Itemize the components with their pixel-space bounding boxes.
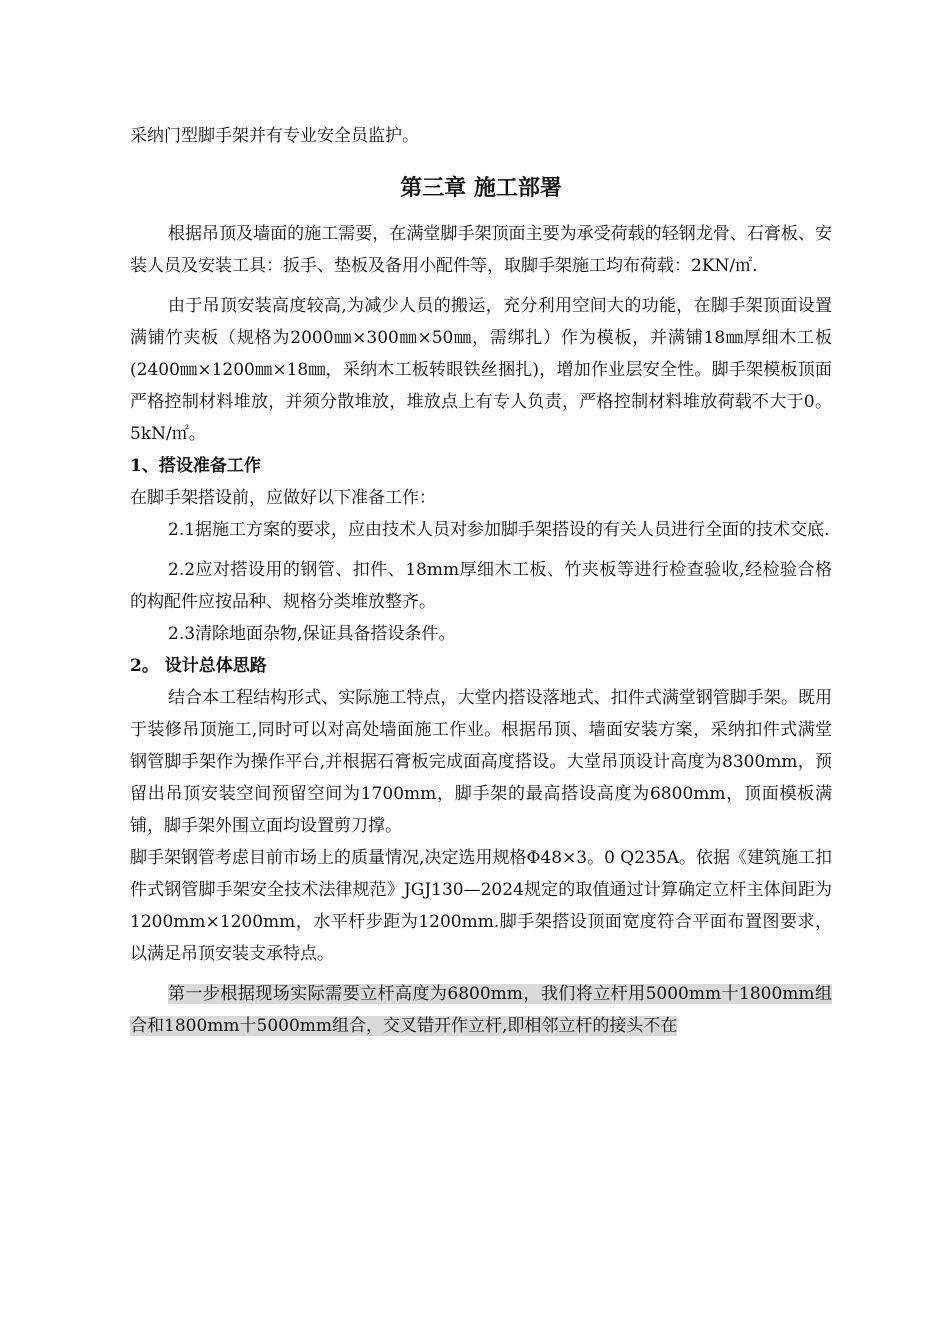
paragraph-step-one (130, 978, 832, 1042)
paragraph-steel-tube: 脚手架钢管考虑目前市场上的质量情况,决定选用规格Φ48×3。0 Q235A。依据《建筑施工扣件式钢管脚手架安全技术法律规范》JGJ130—2024规定的取值通过计算确定立杆主体间距为1200mm×1200mm，水平杆步距为1200mm.脚手架搭设顶面宽度符合平面布置图要求，以满足吊顶安装支承特点。 (130, 848, 832, 964)
preparation-item-2-2: 2.2应对搭设用的钢管、扣件、18mm厚细木工板、竹夹板等进行检查验收,经检验合格的构配件应按品种、规格分类堆放整齐。 (130, 560, 832, 612)
intro-line: 采纳门型脚手架并有专业安全员监护。 (130, 126, 419, 146)
paragraph-load: 根据吊顶及墙面的施工需要，在满堂脚手架顶面主要为承受荷载的轻钢龙骨、石膏板、安装人员及安装工具：扳手、垫板及备用小配件等，取脚手架施工均布荷载：2KN/㎡. (130, 224, 832, 276)
highlighted-text: 第一步根据现场实际需要立杆高度为6800mm，我们将立杆用5000mm十1800mm组合和1800mm十5000mm组合，交叉错开作立杆,即相邻立杆的接头不在 (130, 984, 832, 1036)
section-heading-design: 2。 设计总体思路 (130, 656, 267, 676)
paragraph-formwork: 由于吊顶安装高度较高,为减少人员的搬运，充分利用空间大的功能，在脚手架顶面设置满铺竹夹板（规格为2000㎜×300㎜×50㎜，需绑扎）作为模板，并满铺18㎜厚细木工板(2400㎜×1200㎜×18㎜，采纳木工板转眼铁丝捆扎)，增加作业层安全性。脚手架模板顶面严格控制材料堆放，并须分散堆放，堆放点上有专人负责，严格控制材料堆放荷载不大于0。5kN/㎡。 (130, 296, 832, 444)
paragraph-design-overview: 结合本工程结构形式、实际施工特点，大堂内搭设落地式、扣件式满堂钢管脚手架。既用于装修吊顶施工,同时可以对高处墙面施工作业。根据吊顶、墙面安装方案，采纳扣件式满堂钢管脚手架作为操作平台,并根据石膏板完成面高度搭设。大堂吊顶设计高度为8300mm，预留出吊顶安装空间预留空间为1700mm，脚手架的最高搭设高度为6800mm，顶面模板满铺，脚手架外围立面均设置剪刀撑。 (130, 688, 832, 836)
preparation-item-2-3: 2.3清除地面杂物,保证具备搭设条件。 (168, 624, 456, 644)
preparation-intro: 在脚手架搭设前，应做好以下准备工作： (130, 488, 436, 508)
section-heading-preparation: 1、搭设准备工作 (130, 456, 261, 476)
preparation-item-2-1: 2.1据施工方案的要求，应由技术人员对参加脚手架搭设的有关人员进行全面的技术交底. (168, 520, 830, 540)
document-body (130, 120, 832, 1042)
chapter-title: 第三章 施工部署 (400, 175, 562, 201)
